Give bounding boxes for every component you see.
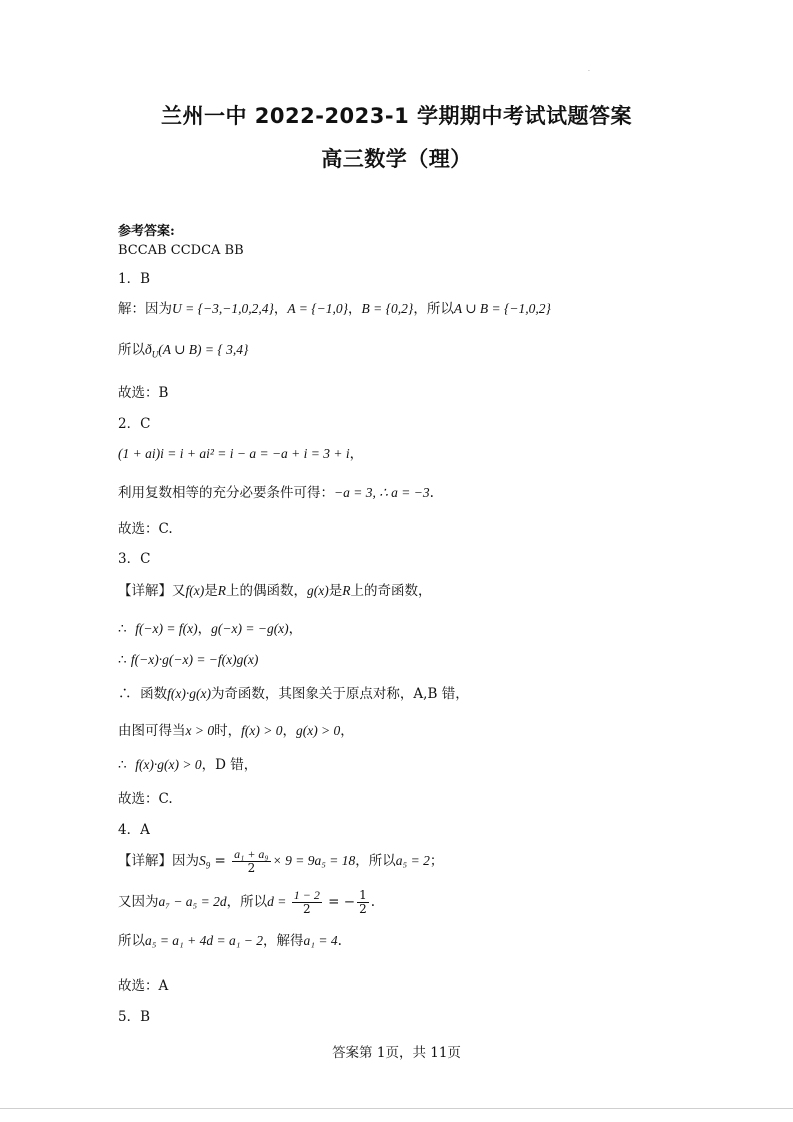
- q3-line5-math-c: g(x) > 0: [295, 723, 341, 738]
- q3-g-x: g(x): [306, 583, 329, 598]
- q4-frac3-den: 2: [359, 902, 367, 916]
- q4-fraction: [232, 848, 270, 875]
- q2-equation: (1 + ai)i = i + ai² = i − a = −a + i = 3 + i: [118, 446, 350, 461]
- therefore-symbol: ∴: [118, 757, 127, 773]
- q3-line5-tail: ，: [340, 723, 354, 739]
- q3-line5-b: 时，: [214, 723, 242, 739]
- q2-line1: [118, 445, 363, 463]
- q1-complement-rest: (A ∪ B) = { 3,4}: [158, 342, 249, 357]
- q1-sep2: ，: [348, 301, 362, 317]
- q4-line2: [118, 889, 375, 916]
- q4-frac2-den: 2: [302, 902, 311, 916]
- q4-fraction-2: [292, 889, 322, 916]
- q3-line5: [118, 722, 354, 740]
- q4-frac-num: a₁ + a₉: [234, 847, 269, 861]
- q4-line1-a: 因为: [172, 853, 199, 869]
- q3-line1-e: 上的奇函数，: [350, 583, 432, 599]
- q4-line1-tag: 【详解】: [118, 853, 172, 869]
- q3-line2-sep: ，: [197, 621, 212, 637]
- q3-line6: [118, 756, 257, 774]
- page-footer: 答案第 1页，共 11页: [332, 1045, 461, 1061]
- q3-line4-b: 为奇函数，其图象关于原点对称，A,B 错，: [210, 686, 469, 702]
- bottom-divider: [0, 1108, 793, 1109]
- q2-eq-tail: ，: [349, 446, 364, 462]
- document-subtitle: 高三数学（理）: [321, 147, 472, 171]
- q3-line5-sep: ，: [282, 723, 296, 739]
- answers-key: BCCAB CCDCA BB: [118, 243, 244, 258]
- q4-line1-b: ，所以: [355, 853, 396, 869]
- q3-line5-math-a: x > 0: [185, 723, 215, 738]
- q3-line1-c: 上的偶函数，: [225, 583, 307, 599]
- q3-line5-math-b: f(x) > 0: [241, 723, 283, 738]
- therefore-symbol: ∴: [118, 621, 127, 637]
- q1-line2-prefix: 所以: [118, 342, 145, 358]
- q2-label: 2．C: [118, 416, 151, 432]
- q3-line4: [118, 685, 469, 703]
- q4-line3: [118, 932, 342, 950]
- q3-line2: [118, 620, 302, 638]
- q3-line3-math: f(−x)·g(−x) = −f(x)g(x): [130, 652, 259, 667]
- q1-union: A ∪ B = {−1,0,2}: [453, 301, 551, 316]
- q4-line3-a: 所以: [118, 933, 145, 949]
- q2-line2-math: −a = 3, ∴ a = −3: [334, 485, 430, 500]
- q3-line1-b: 是: [204, 583, 218, 599]
- q4-line1: [118, 848, 443, 879]
- q4-fraction-3: [357, 889, 369, 916]
- q4-conclusion: 故选：A: [118, 978, 169, 994]
- q3-line6-math: f(x)·g(x) > 0: [135, 757, 202, 772]
- q3-line1: [118, 582, 431, 600]
- therefore-symbol: ∴: [118, 652, 127, 668]
- q3-r1: R: [217, 583, 226, 598]
- q4-line1-math-rest: × 9 = 9a₅ = 18: [272, 853, 356, 868]
- q4-line3-math: a₅ = a₁ + 4d = a₁ − 2: [145, 933, 264, 948]
- q4-d-eq: d =: [267, 894, 290, 909]
- q1-line1-prefix: 解：因为: [118, 301, 172, 317]
- q3-line3: [118, 651, 258, 669]
- q3-line4-a: 函数: [140, 686, 168, 702]
- q3-line4-math: f(x)·g(x): [167, 686, 211, 701]
- q2-line2-tail: .: [429, 485, 434, 501]
- document-title: 兰州一中 2022-2023-1 学期期中考试试题答案: [160, 104, 633, 128]
- q1-set-b: B = {0,2}: [361, 301, 414, 316]
- q3-line2-math-a: f(−x) = f(x): [135, 621, 198, 636]
- q1-set-a: A = {−1,0}: [287, 301, 349, 316]
- q3-line1-tag: 【详解】: [118, 583, 172, 599]
- q4-line3-b: ，解得: [263, 933, 304, 949]
- q4-eq: =: [210, 853, 231, 869]
- q4-line3-tail: .: [337, 933, 342, 949]
- q4-line1-math-c: a₅ = 2: [395, 853, 430, 868]
- q1-line2: [118, 341, 248, 364]
- q1-complement-sub: U: [151, 349, 159, 360]
- q1-conclusion: 故选：B: [118, 385, 169, 401]
- q2-line2-text: 利用复数相等的充分必要条件可得：: [118, 485, 334, 501]
- q3-line6-tail: ，D 错，: [201, 757, 258, 773]
- q3-line2-tail: ，: [288, 621, 303, 637]
- q4-s9-sub: 9: [205, 860, 211, 871]
- q1-mid: ，所以: [413, 301, 454, 317]
- q2-conclusion: 故选：C.: [118, 521, 173, 537]
- q4-s9: S: [199, 853, 206, 868]
- q1-complement: ð: [145, 342, 152, 357]
- q4-line2-b: ，所以: [226, 894, 268, 910]
- q2-line2: [118, 484, 434, 502]
- q3-line5-a: 由图可得当: [118, 723, 186, 739]
- q3-line2-math-b: g(−x) = −g(x): [211, 621, 289, 636]
- q3-conclusion: 故选：C.: [118, 791, 173, 807]
- q1-line1: [118, 300, 551, 318]
- q4-line2-a: 又因为: [118, 894, 159, 910]
- q1-set-u: U = {−3,−1,0,2,4}: [172, 301, 274, 316]
- q3-f-x: f(x): [185, 583, 205, 598]
- q3-line1-a: 又: [172, 583, 186, 599]
- q4-line3-math-b: a₁ = 4: [303, 933, 338, 948]
- q4-frac3-num: 1: [359, 888, 367, 902]
- therefore-symbol: ∴: [118, 686, 132, 702]
- q1-label: 1．B: [118, 271, 151, 287]
- q4-frac2-num: 1 − 2: [293, 888, 320, 902]
- q4-label: 4．A: [118, 822, 150, 838]
- q4-line2-math: a₇ − a₅ = 2d: [158, 894, 227, 909]
- q3-label: 3．C: [118, 551, 151, 567]
- q5-label: 5．B: [118, 1009, 151, 1025]
- answers-label: 参考答案:: [118, 224, 175, 239]
- q4-eq2: = −: [323, 894, 356, 910]
- q3-line1-d: 是: [328, 583, 343, 599]
- scan-speck: .: [588, 66, 590, 73]
- q3-r2: R: [342, 583, 351, 598]
- q1-sep1: ，: [273, 301, 288, 317]
- q4-frac-den: 2: [247, 861, 256, 875]
- q4-line1-tail: ；: [429, 853, 444, 869]
- q4-line2-tail: .: [370, 894, 375, 910]
